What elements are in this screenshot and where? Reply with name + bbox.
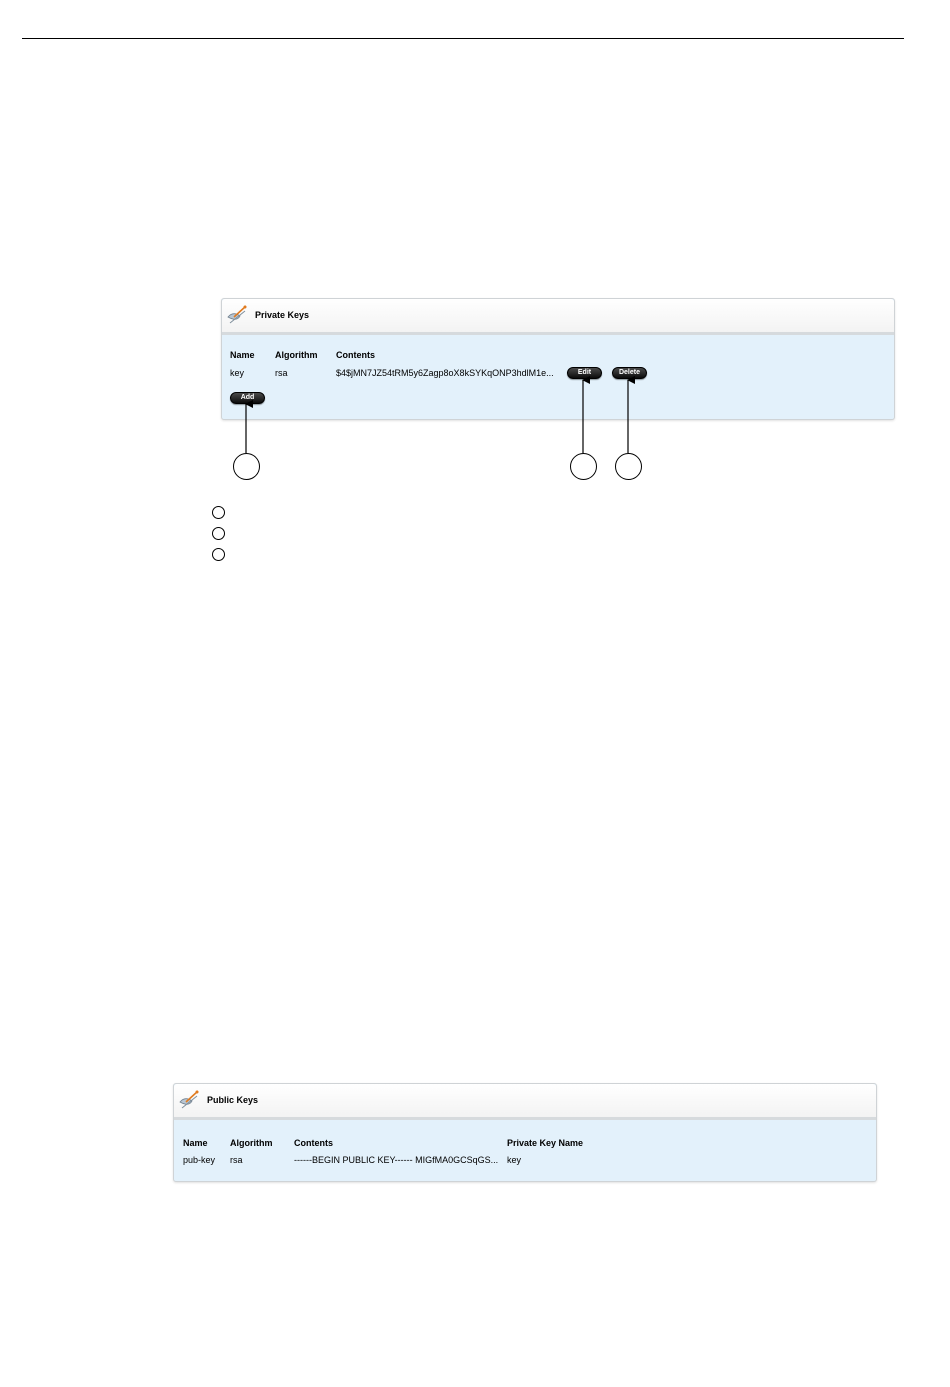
callout-edit <box>570 453 597 480</box>
legend-callout-3 <box>212 548 225 561</box>
private-key-contents: $4$jMN7JZ54tRM5y6Zagp8oX8kSYKqONP3hdlM1e... <box>336 368 554 378</box>
column-header-contents: Contents <box>294 1138 333 1148</box>
public-keys-title: Public Keys <box>207 1095 259 1105</box>
private-keys-title: Private Keys <box>255 310 310 320</box>
public-key-algorithm: rsa <box>230 1155 243 1165</box>
column-header-algorithm: Algorithm <box>275 350 318 360</box>
satellite-icon <box>177 1088 201 1112</box>
add-button[interactable]: Add <box>230 392 265 404</box>
public-key-name: pub-key <box>183 1155 216 1165</box>
private-key-algorithm: rsa <box>275 368 288 378</box>
private-key-name: key <box>230 368 245 378</box>
edit-button[interactable]: Edit <box>567 367 602 379</box>
legend-callout-2 <box>212 527 225 540</box>
column-header-private-key-name: Private Key Name <box>507 1138 584 1148</box>
public-keys-header <box>174 1084 876 1120</box>
column-header-name: Name <box>230 350 255 360</box>
delete-button[interactable]: Delete <box>612 367 647 379</box>
column-header-name: Name <box>183 1138 208 1148</box>
column-header-algorithm: Algorithm <box>230 1138 273 1148</box>
callout-add <box>233 453 260 480</box>
public-key-private-key-name: key <box>507 1155 522 1165</box>
public-keys-panel <box>173 1083 877 1182</box>
legend-callout-1 <box>212 506 225 519</box>
public-key-contents: ------BEGIN PUBLIC KEY------ MIGfMA0GCSqGS... <box>294 1155 499 1165</box>
callout-delete <box>615 453 642 480</box>
column-header-contents: Contents <box>336 350 375 360</box>
